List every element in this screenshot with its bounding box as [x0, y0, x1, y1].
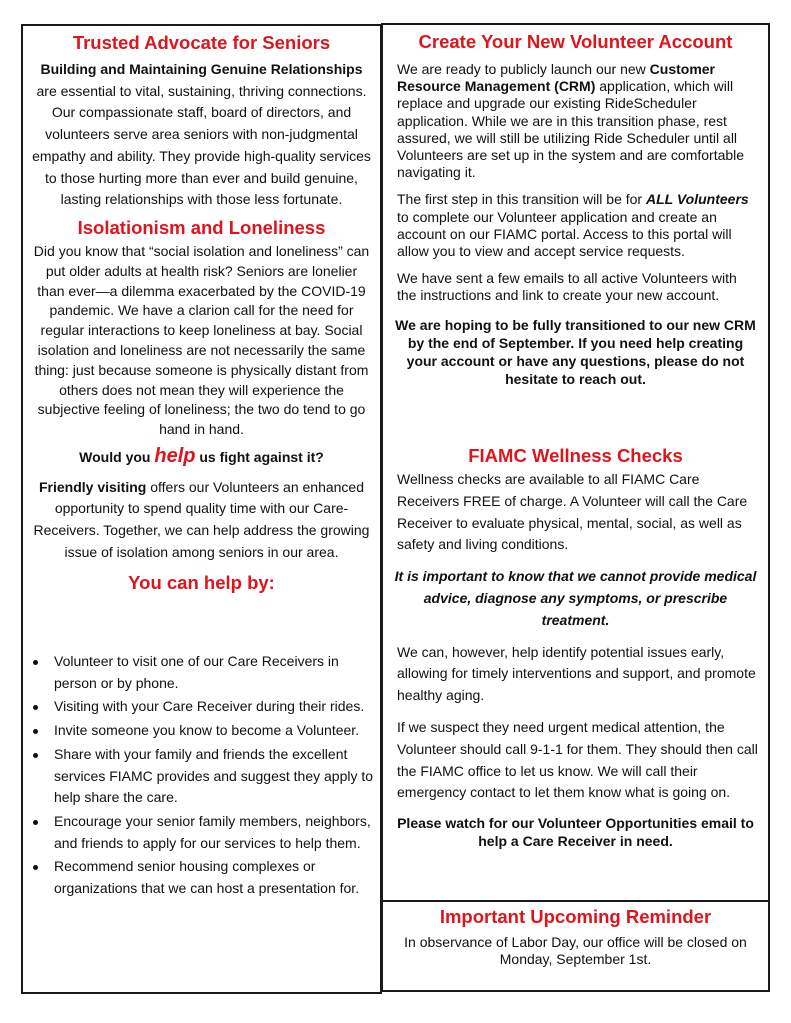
- list-item: [23, 744, 380, 809]
- crm-p1-before: We are ready to publicly launch our new: [397, 61, 650, 77]
- section-divider: [383, 900, 768, 902]
- urgent-attention-paragraph: If we suspect they need urgent medical attention, the Volunteer should call 9-1-1 for them. They should then call the FIAMC office to let us know. We will call their emergency contact to let them know what is going on.: [397, 718, 758, 801]
- question-before: Would you: [79, 448, 155, 465]
- friendly-bold-lead: Friendly visiting: [38, 478, 147, 495]
- first-step-before: The first step in this transition will be for: [397, 191, 646, 208]
- bullet-icon: [33, 753, 38, 758]
- crm-bold: Customer Resource Management (CRM): [397, 61, 716, 95]
- left-column-box: [21, 24, 382, 994]
- early-identification-paragraph: We can, however, help identify potential issues early, allowing for timely interventions and support, and promote healthy aging.: [397, 643, 756, 704]
- bullet-icon: [33, 705, 38, 710]
- help-by-heading: You can help by:: [128, 572, 275, 594]
- help-emphasis: help: [154, 444, 196, 467]
- list-item-text: Visiting with your Care Receiver during their rides.: [54, 698, 365, 715]
- list-item-text: Encourage your senior family members, neighbors, and friends to apply for our services to help them.: [54, 812, 371, 851]
- bullet-icon: [33, 865, 38, 870]
- transition-notice: We are hoping to be fully transitioned to our new CRM by the end of September. If you need help creating your account or have any questions, please do not hesitate to reach out.: [395, 316, 756, 387]
- emails-sent-paragraph: We have sent a few emails to all active Volunteers with the instructions and link to create your new account.: [397, 270, 737, 304]
- wellness-heading: FIAMC Wellness Checks: [468, 445, 683, 466]
- reminder-heading: Important Upcoming Reminder: [439, 906, 712, 927]
- wellness-section: [383, 445, 768, 850]
- bullet-icon: [33, 729, 38, 734]
- right-column-box: [381, 23, 770, 992]
- labor-day-notice: In observance of Labor Day, our office will be closed on Monday, September 1st.: [404, 934, 747, 967]
- medical-disclaimer: It is important to know that we cannot provide medical advice, diagnose any symptoms, or prescribe treatment.: [394, 568, 757, 628]
- trusted-advocate-heading: Trusted Advocate for Seniors: [72, 32, 331, 53]
- list-item-text: Recommend senior housing complexes or organizations that we can host a presentation for.: [54, 858, 360, 897]
- list-item-text: Invite someone you know to become a Volunteer.: [54, 722, 360, 739]
- reminder-section: [383, 906, 768, 968]
- friendly-body: offers our Volunteers an enhanced opportunity to spend quality time with our Care-Receivers. Together, we can help address the growing issue of isolation among seniors in our area.: [33, 478, 370, 560]
- list-item: [23, 696, 380, 718]
- isolation-heading: Isolationism and Loneliness: [77, 216, 326, 238]
- crm-launch-paragraph: [383, 61, 768, 181]
- first-step-after: to complete our Volunteer application and create an account on our FIAMC portal. Access to this portal will allow you to view and accept service requests.: [397, 208, 732, 260]
- wellness-intro-paragraph: Wellness checks are available to all FIAMC Care Receivers FREE of charge. A Volunteer will call the Care Receiver to evaluate physical, mental, social, as well as safety and living conditions.: [397, 471, 748, 553]
- first-step-paragraph: [383, 191, 768, 260]
- account-section: [383, 25, 768, 388]
- question-after: us fight against it?: [195, 448, 324, 465]
- list-item: [23, 720, 380, 742]
- isolation-paragraph: Did you know that “social isolation and loneliness” can put older adults at health risk? Seniors are lonelier than ever—a dilemma exacerbated by the COVID-19 pandemic. We have a clarion call for the need for regular interactions to keep loneliness at bay. Social isolation and loneliness are not necessarily the same thing: just because someone is physically distant from others does not mean they will experience the subjective feeling of loneliness; the two do tend to go hand in hand.: [33, 242, 370, 438]
- list-item-text: Share with your family and friends the excellent services FIAMC provides and suggest they apply to help share the care.: [54, 745, 374, 806]
- crm-p1-after: application, which will replace and upgrade our existing RideScheduler application. While we are in this transition phase, rest assured, we will still be utilizing Ride Scheduler until all Volunteers are set up in the system and are comfortable navigating it.: [397, 78, 745, 181]
- list-item: [23, 811, 380, 854]
- left-column-content: [23, 26, 380, 602]
- create-account-heading: Create Your New Volunteer Account: [418, 31, 733, 52]
- list-item: [23, 856, 380, 899]
- friendly-visiting-paragraph: [29, 477, 374, 564]
- trusted-body: are essential to vital, sustaining, thriving connections. Our compassionate staff, board of directors, and volunteers serve area seniors with non-judgmental empathy and ability. They provide high-quality services to those hurting more than ever and build genuine, lasting relationships with those less fortunate.: [32, 82, 371, 208]
- help-by-list: [23, 651, 380, 902]
- volunteer-opportunities-notice: Please watch for our Volunteer Opportunities email to help a Care Receiver in need.: [397, 815, 754, 850]
- list-item: [23, 651, 380, 694]
- help-question: [29, 446, 374, 469]
- list-item-text: Volunteer to visit one of our Care Receivers in person or by phone.: [54, 653, 339, 691]
- bullet-icon: [33, 820, 38, 825]
- trusted-bold-lead: Building and Maintaining Genuine Relationships: [40, 61, 363, 77]
- trusted-advocate-paragraph: [29, 59, 374, 211]
- bullet-icon: [33, 660, 38, 665]
- all-volunteers-emphasis: ALL Volunteers: [646, 191, 749, 208]
